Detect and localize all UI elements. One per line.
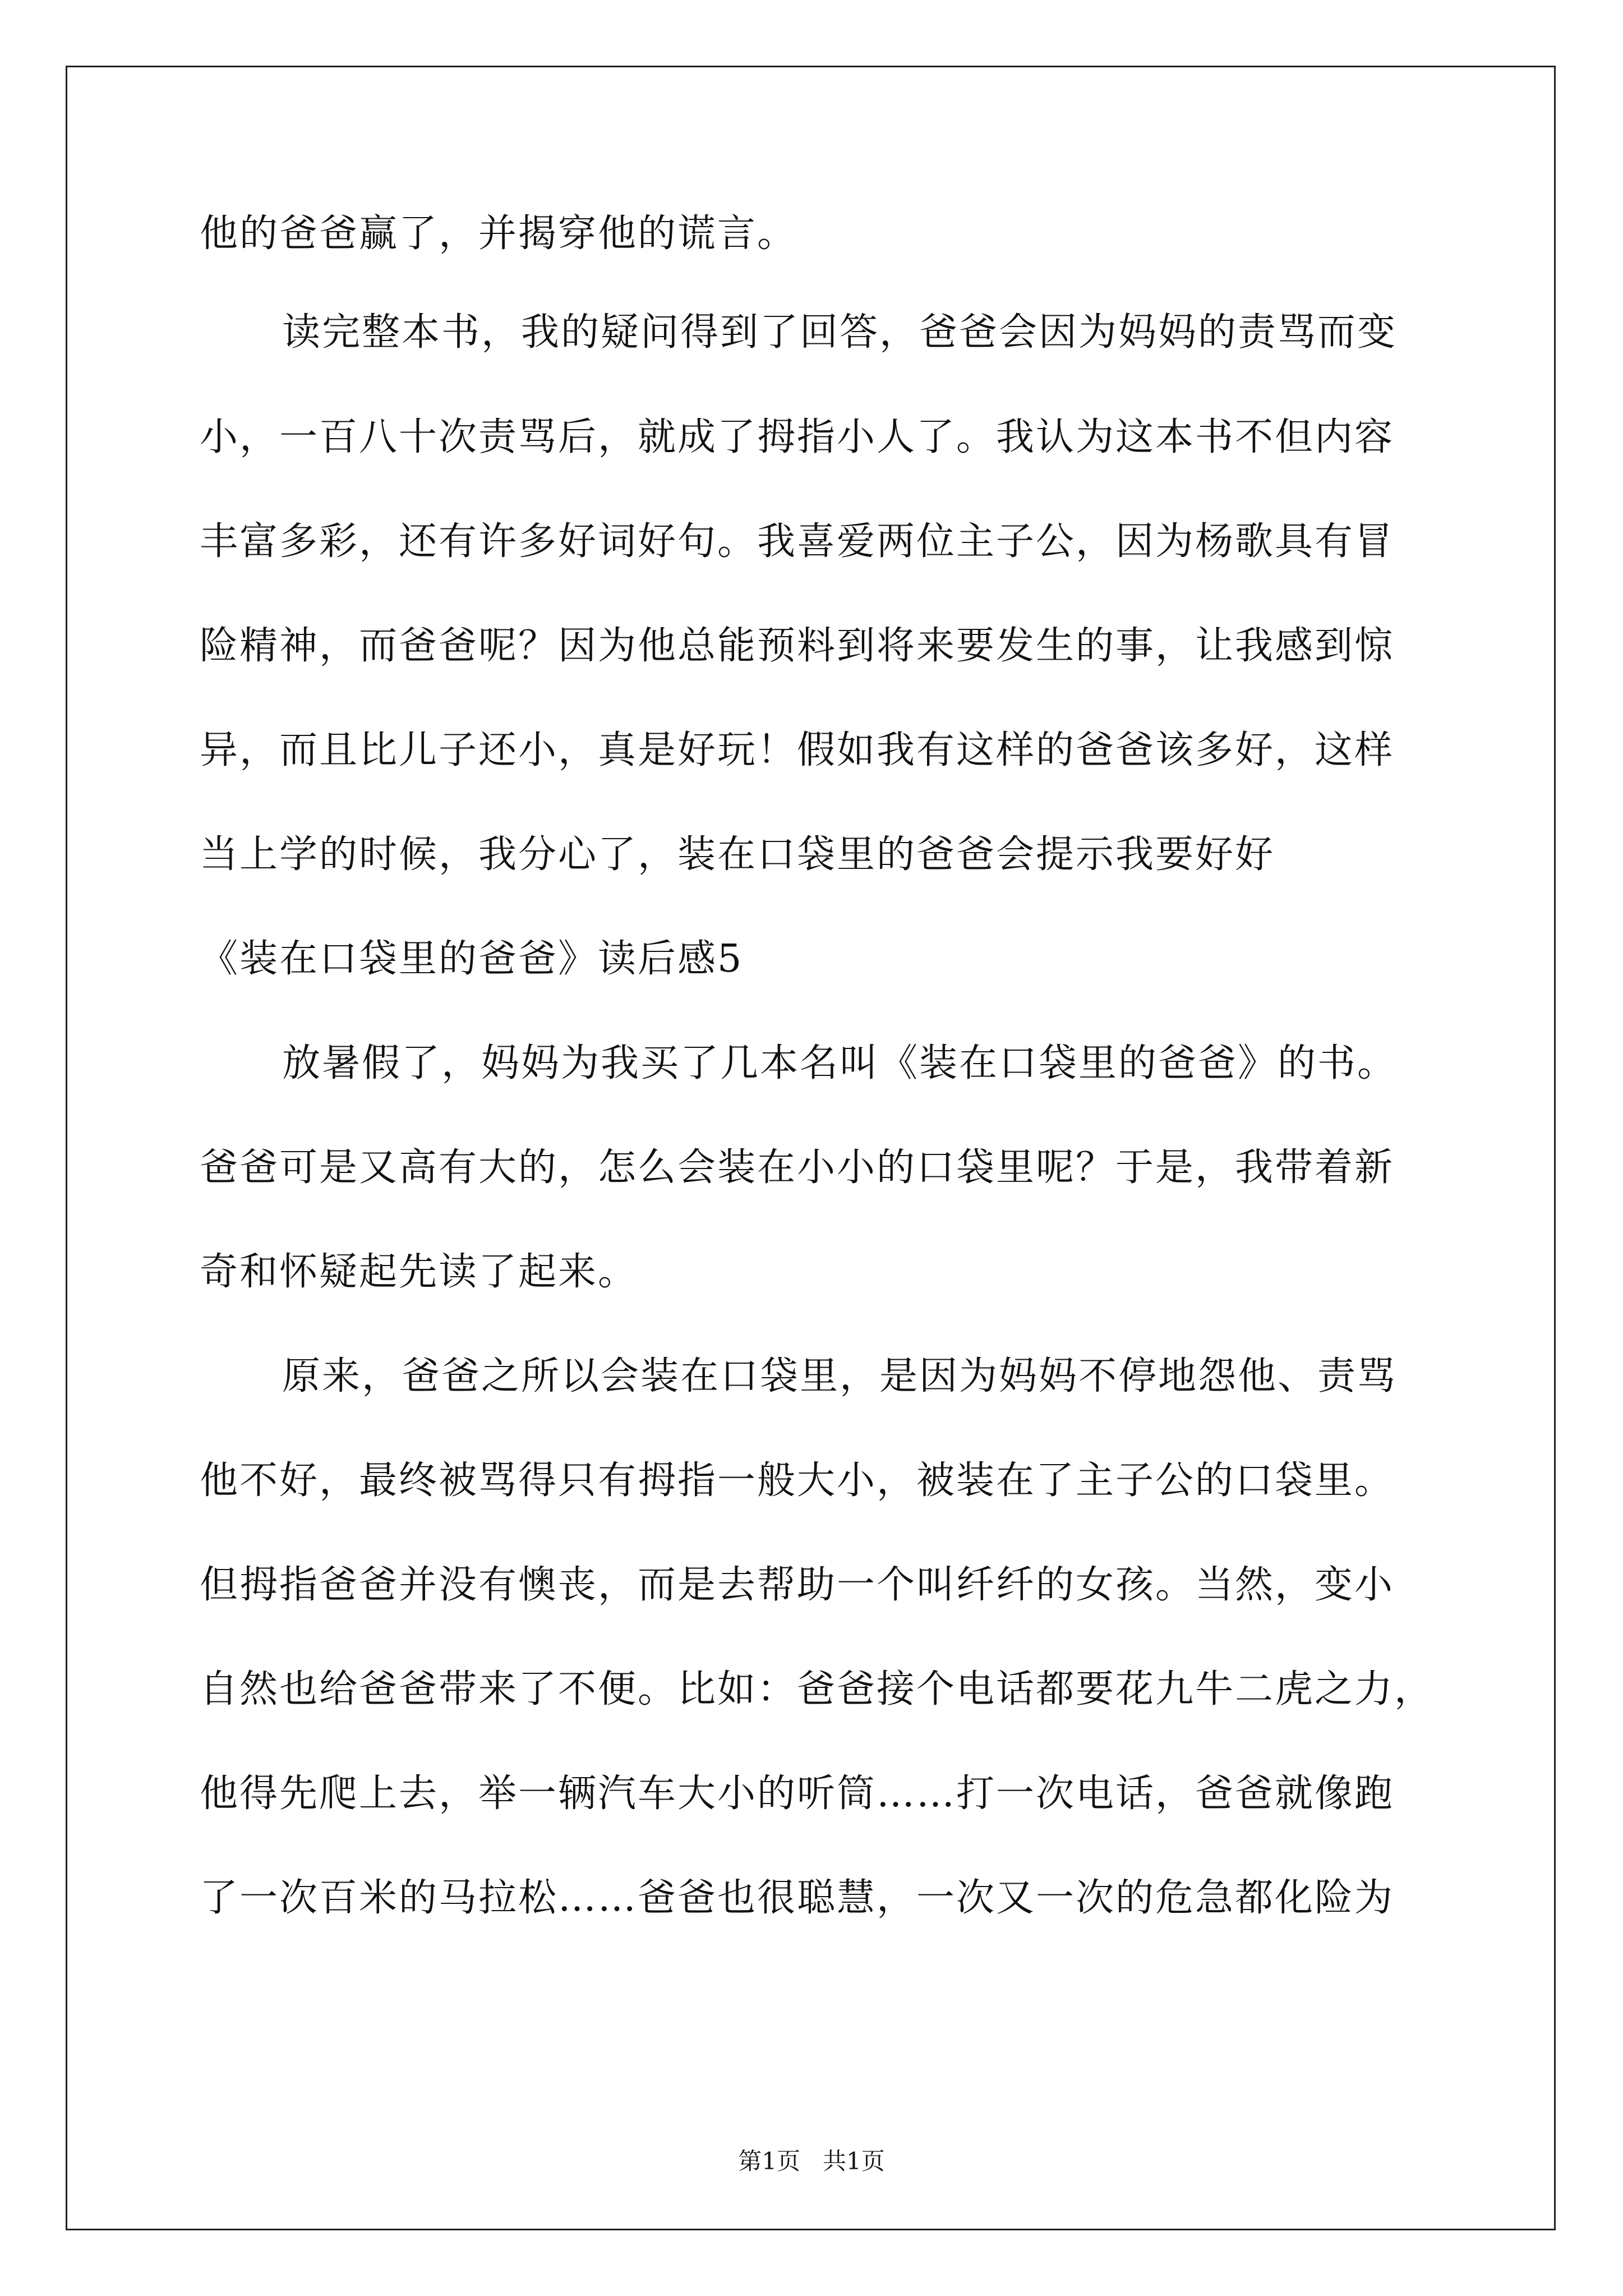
page-number: 第1页 — [738, 2147, 800, 2175]
paragraph-line: 了一次百米的马拉松……爸爸也很聪慧，一次又一次的危急都化险为 — [200, 1876, 1395, 1920]
paragraph-line: 奇和怀疑起先读了起来。 — [200, 1250, 638, 1294]
paragraph-line: 他不好，最终被骂得只有拇指一般大小，被装在了主子公的口袋里。 — [200, 1458, 1395, 1503]
paragraph-line: 读完整本书，我的疑问得到了回答，爸爸会因为妈妈的责骂而变 — [282, 310, 1398, 355]
paragraph-line: 丰富多彩，还有许多好词好句。我喜爱两位主子公，因为杨歌具有冒 — [200, 519, 1395, 564]
paragraph-line: 异，而且比儿子还小，真是好玩！假如我有这样的爸爸该多好，这样 — [200, 728, 1395, 772]
paragraph-line: 原来，爸爸之所以会装在口袋里，是因为妈妈不停地怨他、责骂 — [282, 1354, 1398, 1398]
paragraph-line: 自然也给爸爸带来了不便。比如：爸爸接个电话都要花九牛二虎之力， — [200, 1667, 1435, 1711]
paragraph-line: 他的爸爸赢了，并揭穿他的谎言。 — [200, 211, 797, 256]
paragraph-line: 当上学的时候，我分心了，装在口袋里的爸爸会提示我要好好 — [200, 832, 1275, 877]
paragraph-line: 爸爸可是又高有大的，怎么会装在小小的口袋里呢？于是，我带着新 — [200, 1145, 1395, 1190]
paragraph-line: 放暑假了，妈妈为我买了几本名叫《装在口袋里的爸爸》的书。 — [282, 1041, 1398, 1085]
paragraph-line: 小，一百八十次责骂后，就成了拇指小人了。我认为这本书不但内容 — [200, 415, 1395, 459]
paragraph-line: 他得先爬上去，举一辆汽车大小的听筒……打一次电话，爸爸就像跑 — [200, 1772, 1395, 1816]
paragraph-line: 但拇指爸爸并没有懊丧，而是去帮助一个叫纤纤的女孩。当然，变小 — [200, 1563, 1395, 1607]
section-heading: 《装在口袋里的爸爸》读后感5 — [200, 937, 744, 981]
page-footer — [0, 2147, 1623, 2175]
page-total: 共1页 — [823, 2147, 885, 2175]
paragraph-line: 险精神，而爸爸呢？因为他总能预料到将来要发生的事，让我感到惊 — [200, 624, 1395, 668]
